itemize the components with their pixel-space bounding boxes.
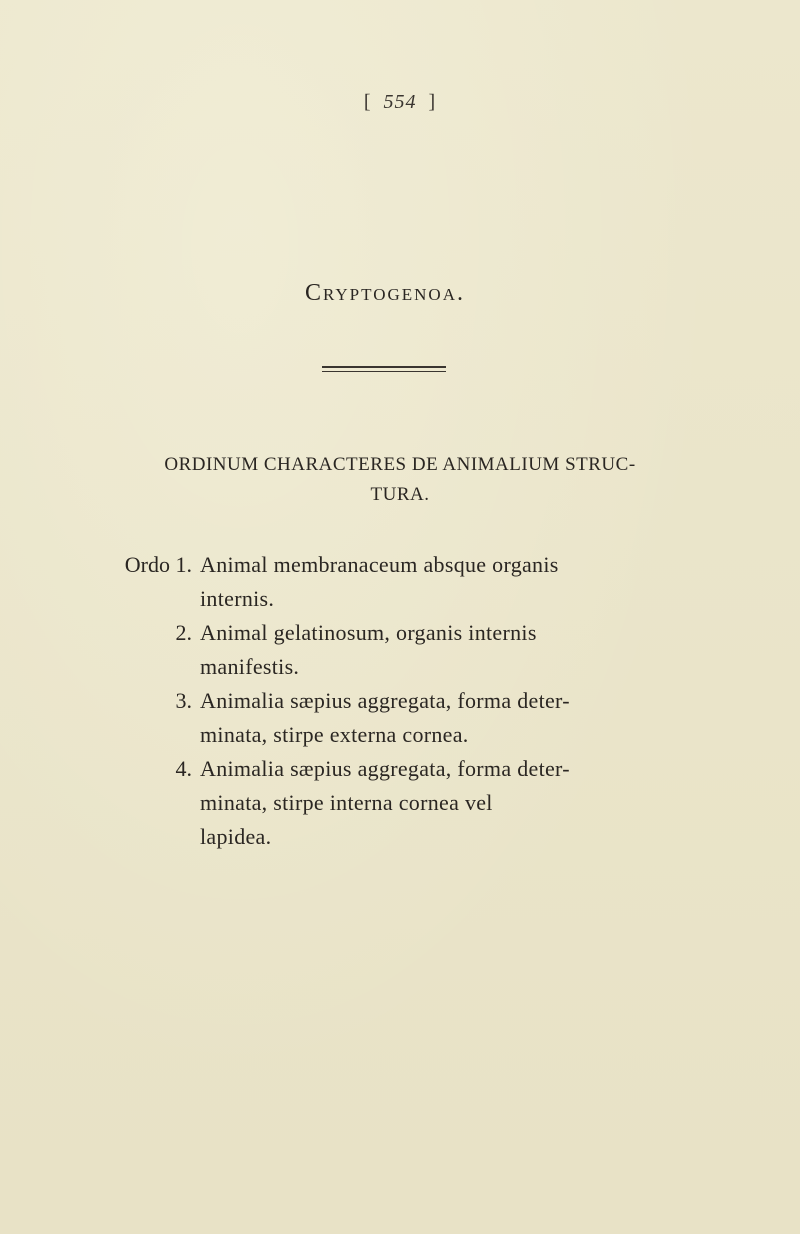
order-item [0, 548, 800, 616]
order-label: Ordo 1. [124, 552, 192, 577]
order-text: Animalia sæpius aggregata, forma deter- minata, stirpe externa cornea. [200, 688, 570, 747]
section-heading: ORDINUM CHARACTERES DE ANIMALIUM STRUC- TURA. [164, 454, 636, 505]
order-text: Animal membranaceum absque organis internis. [200, 552, 559, 611]
title-rule-thin [322, 371, 446, 372]
order-list [0, 548, 800, 854]
page-number-close-bracket: ] [428, 91, 437, 113]
section-title: Cryptogenoa. [305, 280, 465, 306]
order-label: 3. [175, 688, 192, 713]
order-item [0, 616, 800, 684]
order-text: Animal gelatinosum, organis internis manifestis. [200, 620, 537, 679]
order-label: 4. [175, 756, 192, 781]
page-number-value: 554 [383, 91, 417, 113]
order-item [0, 684, 800, 752]
order-label: 2. [175, 620, 192, 645]
order-text: Animalia sæpius aggregata, forma deter- minata, stirpe interna cornea vel lapidea. [200, 756, 570, 849]
order-item [0, 752, 800, 854]
title-rule-thick [322, 366, 446, 368]
page-number-open-bracket: [ [363, 91, 372, 113]
page-number [0, 91, 800, 114]
